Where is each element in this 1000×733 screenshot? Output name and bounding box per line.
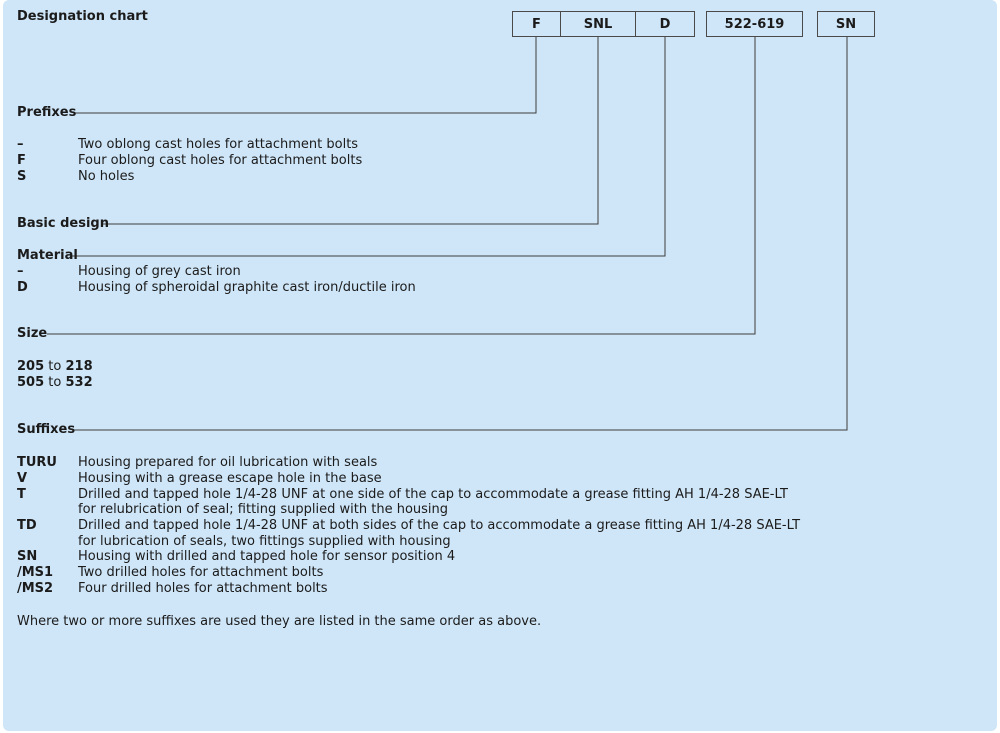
section-label-suffixes: Suffixes — [17, 422, 76, 437]
size-range: 505 to 532 — [17, 375, 93, 390]
section-label-prefixes: Prefixes — [17, 105, 77, 120]
code-box-suffix: SN — [817, 11, 875, 37]
code-box-prefix: F — [512, 11, 561, 37]
footnote: Where two or more suffixes are used they are listed in the same order as above. — [17, 614, 542, 629]
chart-title: Designation chart — [17, 9, 148, 24]
connector-prefixes — [75, 37, 536, 113]
connector-basic-design — [101, 37, 598, 224]
code-box-material: D — [636, 11, 695, 37]
connector-suffixes — [73, 37, 847, 430]
section-label-size: Size — [17, 326, 48, 341]
size-range: 205 to 218 — [17, 359, 93, 374]
section-label-material: Material — [17, 248, 78, 263]
code-box-size: 522-619 — [706, 11, 803, 37]
code-box-design: SNL — [561, 11, 636, 37]
section-label-basic-design: Basic design — [17, 216, 109, 231]
